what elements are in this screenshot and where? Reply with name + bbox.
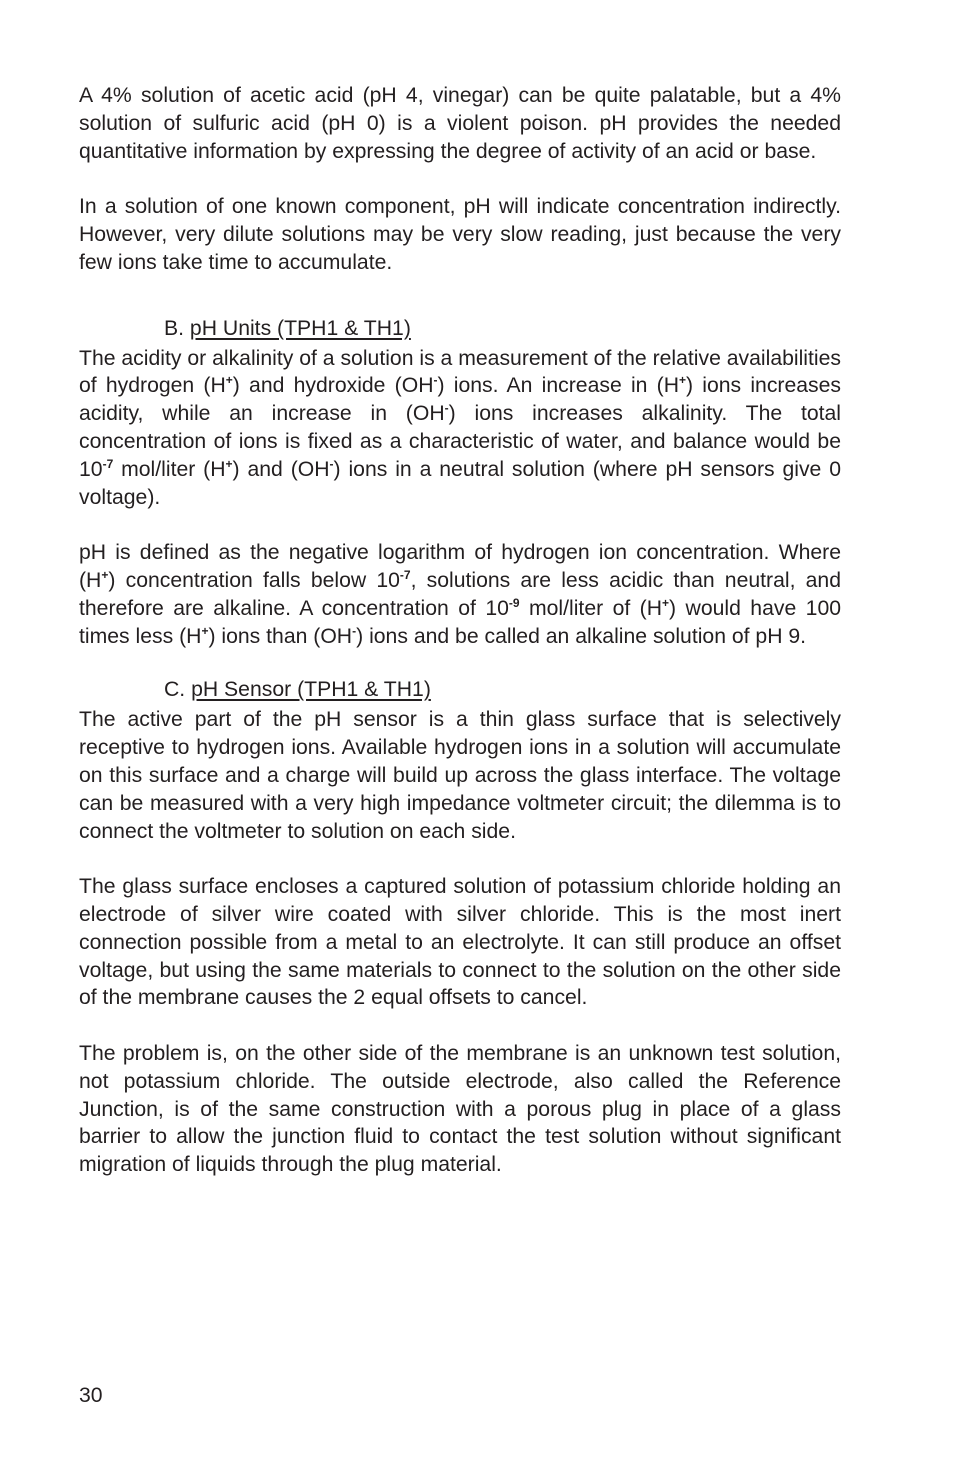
- paragraph-acidity-alkalinity: The acidity or alkalinity of a solution is a measurement of the relative availabilities of hydrogen (H+) and hydroxide (OH-) ions. An increase in (H+) ions increases acidity, while an increase in (OH-) ions increases alkalinity. The total concentration of ions is fixed as a characteristic of water, and balance would be $10^{-7}$ mol/liter (H+) and (OH-) ions in a neutral solution (where pH sensors give 0 voltage).: [79, 346, 842, 509]
- paragraph-glass-surface: The active part of the pH sensor is a thin glass surface that is selectively receptive to hydrogen ions. Available hydrogen ions in a solution will accumulate on this surface and a charge will build up across the glass interface. The voltage can be measured with a very high impedance voltmeter circuit; the dilemma is to connect the voltmeter to solution on each side.: [79, 708, 841, 843]
- section-letter: B.: [164, 316, 185, 340]
- paragraph-dilute-solutions: In a solution of one known component, pH will indicate concentration indirectly. However, very dilute solutions may be very slow reading, just because the very few ions take time to accumulate.: [79, 195, 841, 274]
- paragraph-ph-definition: pH is defined as the negative logarithm of hydrogen ion concentration. Where (H+) concentration falls below $10^{-7}$, solutions are less acidic than neutral, and therefore are alkaline. A concentration of $10^{-9}$ mol/liter of (H+) would have 100 times less (H+) ions than (OH-) ions and be called an alkaline solution of pH 9.: [79, 541, 842, 648]
- section-title: pH Sensor (TPH1 & TH1): [191, 678, 431, 702]
- page-number: 30: [79, 1384, 103, 1407]
- section-heading-ph-sensor: [79, 674, 841, 706]
- section-letter: C.: [164, 678, 186, 702]
- paragraph-acid-comparison: A 4% solution of acetic acid (pH 4, vinegar) can be quite palatable, but a 4% solution of sulfuric acid (pH 0) is a violent poison. pH provides the needed quantitative information by expressing the degree of activity of an acid or base.: [79, 84, 841, 163]
- section-heading-ph-units: [79, 313, 841, 345]
- paragraph-reference-junction: The problem is, on the other side of the membrane is an unknown test solution, not potassium chloride. The outside electrode, also called the Reference Junction, is of the same construction with a porous plug in place of a glass barrier to allow the junction fluid to contact the test solution without significant migration of liquids through the plug material.: [79, 1041, 841, 1177]
- section-title: pH Units (TPH1 & TH1): [189, 316, 411, 340]
- paragraph-potassium-chloride: The glass surface encloses a captured solution of potassium chloride holding an electrode of silver wire coated with silver chloride. This is the most inert connection possible from a metal to an electrolyte. It can still produce an offset voltage, but using the same materials to connect to the solution on the other side of the membrane causes the 2 equal offsets to cancel.: [79, 875, 841, 1010]
- page-body: [79, 82, 841, 1179]
